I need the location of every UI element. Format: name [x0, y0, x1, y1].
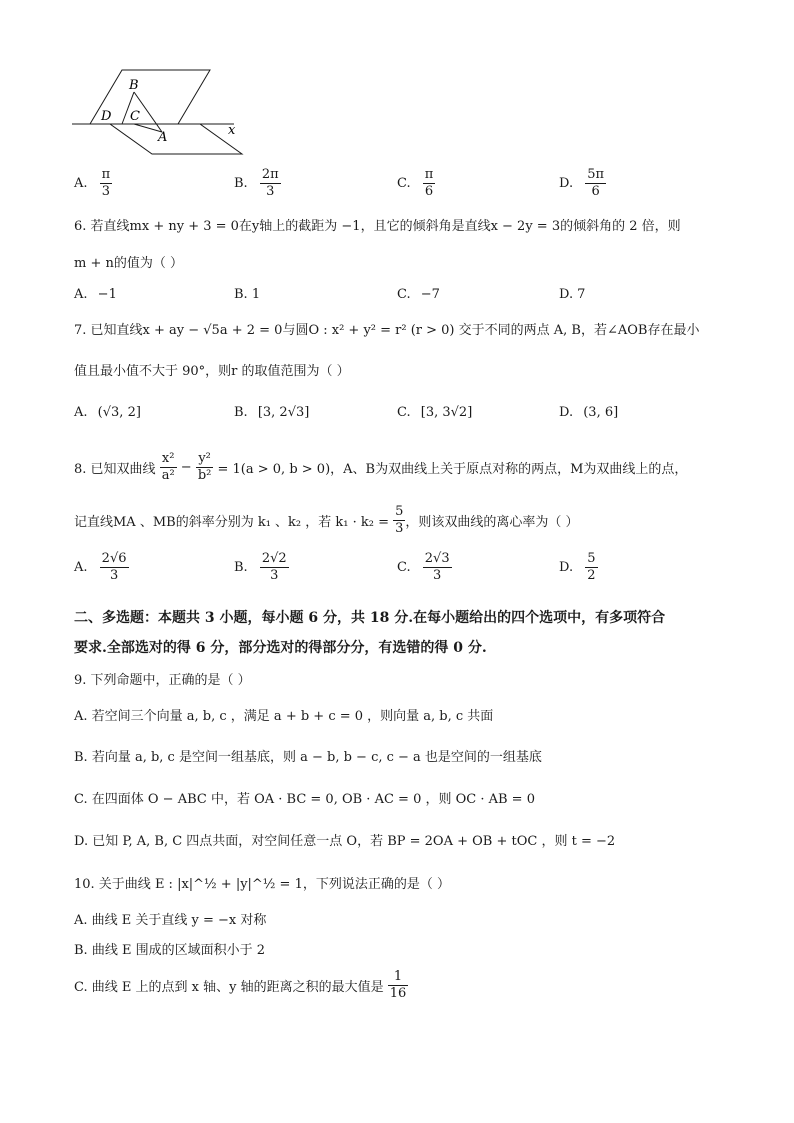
- option-label: D.: [559, 560, 574, 575]
- option-label: C.: [397, 287, 411, 302]
- q6-option-d[interactable]: [559, 287, 585, 302]
- denominator: 3: [433, 568, 442, 583]
- fraction: [260, 552, 289, 583]
- numerator: π: [424, 167, 434, 182]
- numerator: 2√3: [424, 551, 450, 566]
- numerator: x²: [160, 452, 177, 468]
- denominator: 3: [266, 184, 275, 199]
- numerator: 2√6: [101, 551, 127, 566]
- numerator: y²: [196, 452, 214, 468]
- q10-option-b[interactable]: B. 曲线 E 围成的区域面积小于 2: [74, 943, 265, 958]
- q7-option-c[interactable]: [397, 405, 472, 420]
- q9-option-c[interactable]: C. 在四面体 O − ABC 中，若 OA · BC = 0, OB · AC = 0 ，则 OC · AB = 0: [74, 792, 535, 807]
- option-label: D.: [559, 176, 574, 191]
- q8-option-a[interactable]: [74, 552, 129, 583]
- q8-option-b[interactable]: [234, 552, 289, 583]
- label-B: B: [129, 78, 139, 93]
- fraction: [585, 168, 606, 199]
- option-label: C.: [397, 405, 411, 420]
- label-A: A: [158, 130, 168, 145]
- q9-option-b[interactable]: B. 若向量 a, b, c 是空间一组基底，则 a − b, b − c, c − a 也是空间的一组基底: [74, 750, 542, 765]
- option-text: −7: [420, 287, 440, 302]
- denominator: 6: [591, 184, 600, 199]
- q6-option-b[interactable]: [234, 287, 260, 302]
- option-label: B.: [234, 287, 248, 302]
- lower-plane: [110, 124, 242, 154]
- denominator: 6: [424, 184, 434, 199]
- q10-option-c-text: C. 曲线 E 上的点到 x 轴、y 轴的距离之积的最大值是: [74, 980, 384, 995]
- option-label: C.: [397, 176, 411, 191]
- q6-stem-line1: 6. 若直线mx + ny + 3 = 0在y轴上的截距为 −1，且它的倾斜角是直线x − 2y = 3的倾斜角的 2 倍，则: [74, 219, 681, 234]
- q9-option-d[interactable]: D. 已知 P, A, B, C 四点共面，对空间任意一点 O，若 BP = 2OA + OB + tOC ，则 t = −2: [74, 834, 616, 849]
- q5-option-c[interactable]: [397, 168, 435, 199]
- q8-stem-line2: [74, 505, 579, 536]
- fraction: [260, 168, 281, 199]
- q5-option-a[interactable]: [74, 168, 112, 199]
- fraction-5-3: [393, 505, 405, 536]
- q7-option-b[interactable]: [234, 405, 309, 420]
- fraction: [100, 168, 113, 199]
- q6-option-c[interactable]: [397, 287, 440, 302]
- q9-option-a[interactable]: A. 若空间三个向量 a, b, c ，满足 a + b + c = 0 ，则向量 a, b, c 共面: [74, 709, 494, 724]
- q9-stem: 9. 下列命题中，正确的是（ ）: [74, 673, 251, 688]
- denominator: b²: [197, 468, 212, 483]
- denominator: 3: [101, 184, 111, 199]
- fraction-y2-b2: [196, 452, 214, 483]
- option-label: A.: [74, 560, 88, 575]
- fraction: [423, 552, 452, 583]
- option-label: B.: [234, 560, 248, 575]
- option-text: 1: [251, 287, 261, 302]
- option-label: A.: [74, 287, 88, 302]
- fraction: [423, 168, 436, 199]
- q10-option-c[interactable]: [74, 970, 408, 1001]
- denominator: 3: [109, 568, 119, 583]
- denominator: a²: [161, 468, 175, 483]
- fraction-1-16: [388, 970, 409, 1001]
- denominator: 3: [395, 521, 404, 536]
- q10-stem: 10. 关于曲线 E : |x|^½ + |y|^½ = 1，下列说法正确的是（ ）: [74, 877, 450, 892]
- geometry-figure: [70, 66, 250, 158]
- q10-option-a[interactable]: A. 曲线 E 关于直线 y = −x 对称: [74, 913, 267, 928]
- numerator: 2π: [261, 167, 279, 182]
- q8-line2-prefix: 记直线MA 、MB的斜率分别为 k₁ 、k₂ ，若 k₁ · k₂ =: [74, 515, 394, 530]
- q7-stem-line2: 值且最小值不大于 90°，则r 的取值范围为（ ）: [74, 364, 350, 379]
- label-x: x: [228, 123, 236, 138]
- denominator: 16: [389, 986, 407, 1001]
- q7-stem-line1: 7. 已知直线x + ay − √5a + 2 = 0与圆O : x² + y² = r² (r > 0) 交于不同的两点 A, B，若∠AOB存在最小: [74, 323, 700, 338]
- numerator: 2√2: [261, 551, 287, 566]
- q8-suffix: = 1(a > 0, b > 0)，A、B为双曲线上关于原点对称的两点，M为双曲线上的点，: [213, 462, 688, 477]
- q5-option-b[interactable]: [234, 168, 281, 199]
- fraction: [585, 552, 597, 583]
- q8-option-c[interactable]: [397, 552, 452, 583]
- numerator: 5: [587, 551, 596, 566]
- option-label: A.: [74, 405, 88, 420]
- numerator: 5π: [587, 167, 605, 182]
- numerator: π: [101, 167, 111, 182]
- q6-option-a[interactable]: [74, 287, 117, 302]
- q7-option-a[interactable]: [74, 405, 141, 420]
- denominator: 2: [587, 568, 596, 583]
- option-label: A.: [74, 176, 88, 191]
- option-text: 7: [577, 287, 586, 302]
- option-text: (√3, 2]: [97, 405, 141, 420]
- q8-prefix: 8. 已知双曲线: [74, 462, 156, 477]
- q8-option-d[interactable]: [559, 552, 598, 583]
- label-D: D: [101, 109, 112, 124]
- label-C: C: [130, 109, 140, 124]
- option-label: C.: [397, 560, 411, 575]
- option-text: [3, 3√2]: [420, 405, 473, 420]
- option-label: B.: [234, 176, 248, 191]
- q7-option-d[interactable]: [559, 405, 618, 420]
- option-label: D.: [559, 287, 574, 302]
- fraction: [100, 552, 129, 583]
- numerator: 5: [395, 504, 404, 519]
- section2-header-line2: 要求.全部选对的得 6 分，部分选对的得部分分，有选错的得 0 分.: [74, 640, 487, 656]
- option-text: −1: [97, 287, 117, 302]
- minus-sign: −: [176, 460, 196, 475]
- numerator: 1: [388, 970, 409, 986]
- denominator: 3: [270, 568, 279, 583]
- q5-option-d[interactable]: [559, 168, 606, 199]
- option-text: (3, 6]: [583, 405, 619, 420]
- fraction-x2-a2: [160, 452, 177, 483]
- q8-stem-line1: [74, 452, 687, 483]
- option-text: [3, 2√3]: [257, 405, 310, 420]
- option-label: D.: [559, 405, 574, 420]
- option-label: B.: [234, 405, 248, 420]
- q6-stem-line2: m + n的值为（ ）: [74, 256, 183, 271]
- q8-line2-suffix: ，则该双曲线的离心率为（ ）: [405, 515, 579, 530]
- section2-header-line1: 二、多选题：本题共 3 小题，每小题 6 分，共 18 分.在每小题给出的四个选项中，有多项符合: [74, 610, 666, 626]
